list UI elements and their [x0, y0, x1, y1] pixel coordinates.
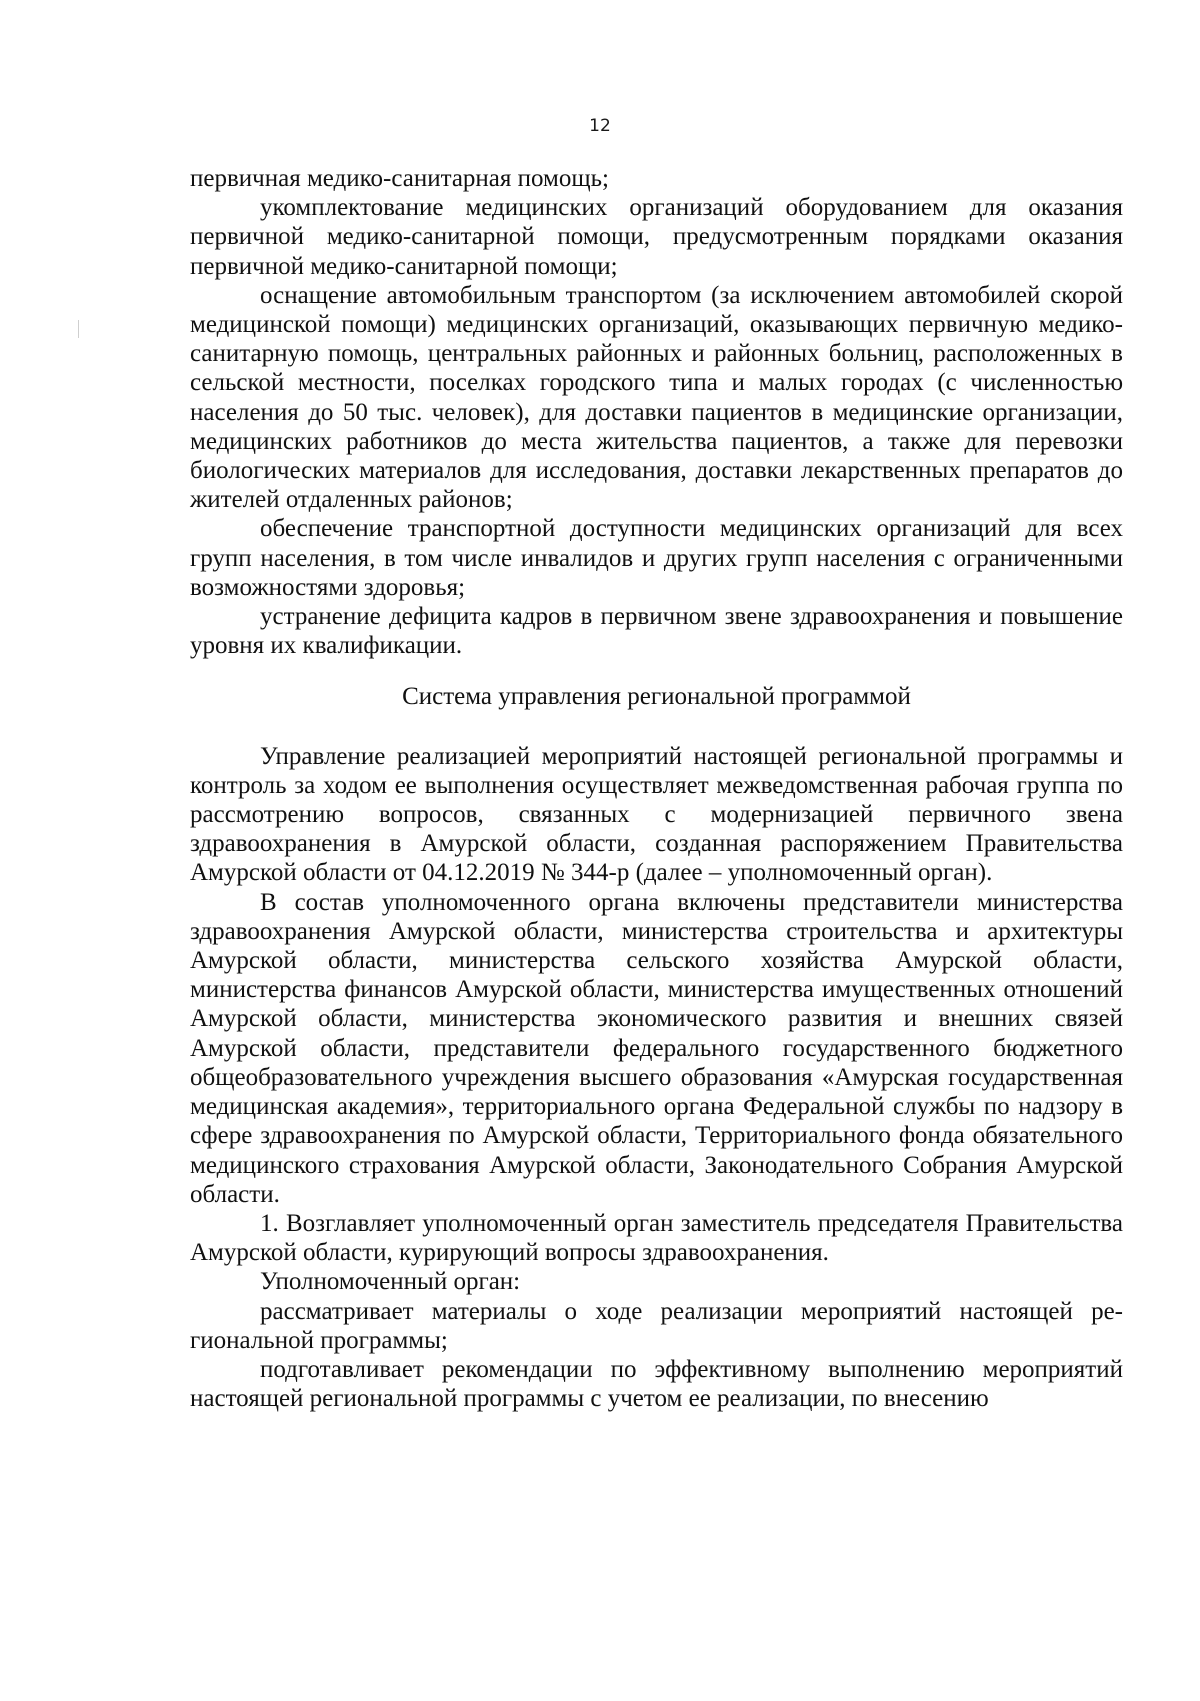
paragraph: первичная медико-санитарная помощь;: [190, 165, 609, 192]
section-title: Система управления региональной программой: [402, 683, 911, 711]
paragraph: рассматривает материалы о ходе реализации мероприятий настоящей региональной программы;: [190, 1297, 1123, 1354]
paragraph: укомплектование медицинских организаций оборудованием для оказания первичной медико-санитарной помощи, предусмотренным порядками оказания первичной медико-санитарной помощи;: [190, 194, 1123, 280]
paragraph: обеспечение транспортной доступности медицинских организаций для всех групп населения, в том числе инвалидов и других групп населения с ограниченными возможностями здоровья;: [190, 515, 1123, 601]
page-number: 12: [589, 116, 611, 136]
paragraph: Уполномоченный орган:: [260, 1268, 521, 1296]
paragraph: устранение дефицита кадров в первичном звене здравоохранения и повышение уровня их квалификации.: [190, 603, 1123, 660]
scan-margin-mark: [78, 320, 79, 338]
paragraph: подготавливает рекомендации по эффективному выполнению мероприятий настоящей региональной программы с учетом ее реализации, по внесению: [190, 1355, 1123, 1413]
paragraph: В состав уполномоченного органа включены представители министерства здравоохранения Амурской области, министерства строительства и архитектуры Амурской области, министерства сельского хозяйства Амурской области, министерства финансов Амурской области, министерства имущественных отношений Амурской области, министерства экономического развития и внешних связей Амурской области, представители федерального государственного бюджетного общеобразовательного учреждения высшего образования «Амурская государственная медицинская академия», территориального органа Федеральной службы по надзору в сфере здравоохранения по Амурской области, Территориального фонда обязательного медицинского страхования Амурской области, Законодательного Собрания Амурской области.: [190, 888, 1123, 1208]
paragraph: оснащение автомобильным транспортом (за исключением автомобилей скорой медицинской помощи) медицинских организаций, оказывающих первичную медико-санитарную помощь, центральных районных и районных больниц, расположенных в сельской местности, поселках городского типа и малых городах (с численностью населения до 50 тыс. человек), для доставки пациентов в медицинские организации, медицинских работников до места жительства пациентов, а также для перевозки биологических материалов для исследования, доставки лекарственных препаратов до жителей отдаленных районов;: [190, 281, 1123, 514]
document-body: [190, 164, 1123, 1413]
paragraph: Управление реализацией мероприятий настоящей региональной программы и контроль за ходом ее выполнения осуществляет межведомственная рабочая группа по рассмотрению вопросов, связанных с модернизацией первичного звена здравоохранения в Амурской области, созданная распоряжением Правительства Амурской области от 04.12.2019 № 344-р (далее – уполномоченный орган).: [190, 742, 1123, 887]
paragraph: 1. Возглавляет уполномоченный орган заместитель председателя Правительства Амурской области, курирующий вопросы здравоохранения.: [190, 1209, 1123, 1267]
